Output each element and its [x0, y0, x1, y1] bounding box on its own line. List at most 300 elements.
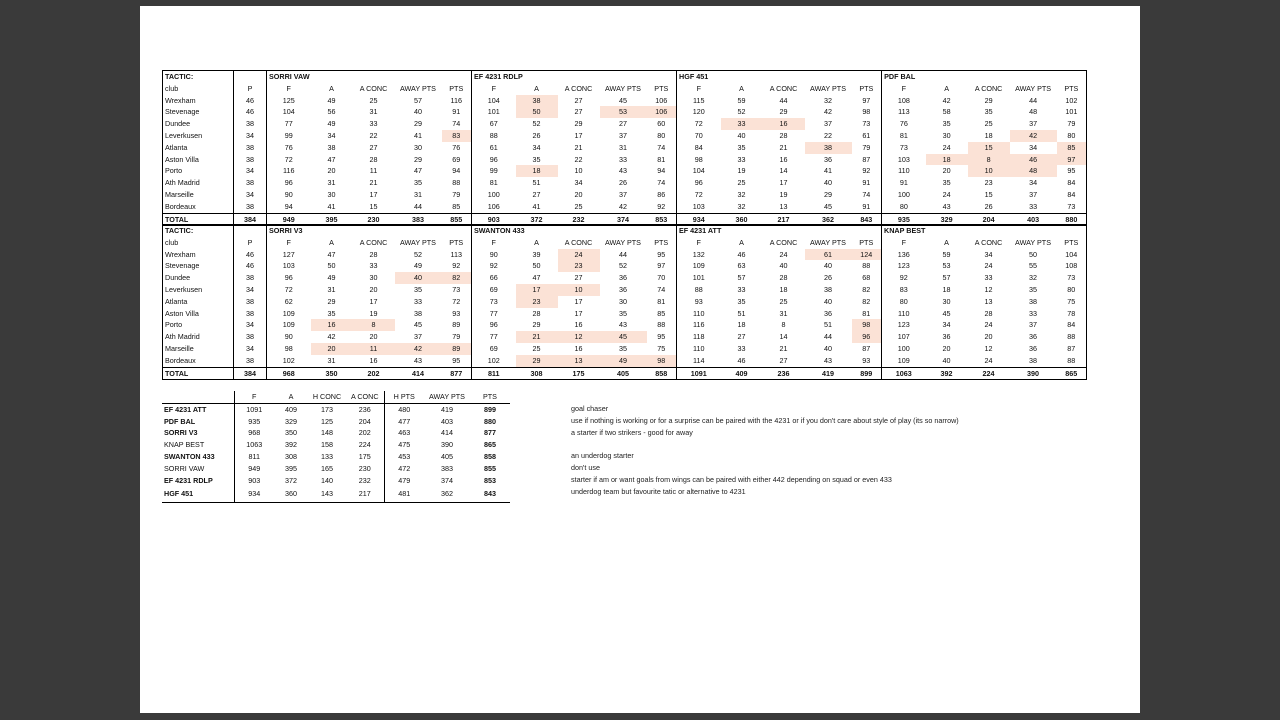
stat-cell[interactable]: 37	[1029, 119, 1038, 129]
total-label[interactable]: TOTAL	[163, 367, 234, 380]
stat-cell[interactable]: 79	[452, 332, 461, 342]
stat-cell[interactable]: 87	[1057, 343, 1087, 355]
stat-cell[interactable]: 35	[414, 178, 422, 188]
summary-cell[interactable]: 383	[441, 463, 453, 473]
stat-cell[interactable]: 98	[677, 154, 721, 166]
column-header[interactable]: AWAY PTS	[1015, 237, 1051, 247]
column-header[interactable]: A CONC	[769, 237, 798, 247]
summary-cell[interactable]: 360	[274, 486, 308, 503]
total-cell[interactable]: 419	[805, 367, 852, 380]
column-header[interactable]: A	[534, 83, 539, 93]
stat-cell[interactable]: 23	[984, 178, 993, 188]
total-cell[interactable]: 217	[763, 213, 805, 226]
summary-cell[interactable]: 224	[358, 440, 371, 450]
total-cell[interactable]: 224	[968, 367, 1010, 380]
stat-cell[interactable]: 74	[657, 284, 666, 294]
stat-cell[interactable]: 31	[414, 189, 422, 199]
stat-cell[interactable]: 51	[532, 178, 541, 188]
total-cell[interactable]: 403	[1010, 213, 1057, 226]
stat-cell[interactable]: 92	[657, 201, 666, 211]
stat-cell[interactable]: 92	[882, 272, 926, 284]
summary-cell[interactable]: 463	[384, 427, 424, 439]
stat-cell[interactable]: 106	[655, 95, 668, 105]
stat-cell[interactable]: 28	[532, 308, 541, 318]
stat-cell[interactable]: 85	[452, 201, 461, 211]
stat-cell[interactable]: 125	[267, 95, 311, 107]
stat-cell[interactable]: 108	[882, 95, 926, 107]
stat-cell[interactable]: 33	[369, 261, 378, 271]
stat-cell[interactable]: 77	[472, 308, 516, 320]
p-blank[interactable]	[234, 225, 267, 237]
club-name[interactable]: Wrexham	[163, 249, 234, 261]
summary-column-header[interactable]: H CONC	[308, 391, 346, 403]
summary-cell[interactable]: 175	[358, 451, 371, 461]
stat-cell[interactable]: 106	[472, 201, 516, 213]
stat-cell[interactable]: 91	[882, 177, 926, 189]
tactic-name[interactable]: SORRI VAW	[267, 71, 472, 83]
tactic-note[interactable]: don't use	[571, 462, 600, 472]
stat-cell[interactable]: 90	[267, 331, 311, 343]
summary-column-header[interactable]: A	[274, 391, 308, 403]
stat-cell[interactable]: 36	[1029, 332, 1038, 342]
summary-tactic-name[interactable]: KNAP BEST	[164, 440, 205, 450]
column-header[interactable]: A	[329, 237, 334, 247]
tactic-name[interactable]: HGF 451	[677, 71, 882, 83]
stat-cell[interactable]: 33	[619, 154, 628, 164]
stat-cell[interactable]: 109	[677, 260, 721, 272]
stat-cell[interactable]: 29	[824, 189, 833, 199]
stat-cell[interactable]: 38	[414, 308, 422, 318]
stat-cell[interactable]: 93	[677, 296, 721, 308]
stat-cell[interactable]: 26	[824, 273, 832, 283]
total-cell[interactable]: 350	[311, 367, 353, 380]
summary-cell[interactable]: 158	[321, 440, 333, 450]
stat-cell[interactable]: 12	[984, 343, 993, 353]
summary-column-header[interactable]: H PTS	[384, 391, 424, 403]
stat-cell[interactable]: 35	[532, 154, 541, 164]
stat-cell[interactable]: 18	[516, 165, 558, 177]
column-header[interactable]: A CONC	[564, 83, 593, 93]
played-cell[interactable]: 34	[234, 189, 267, 201]
stat-cell[interactable]: 25	[779, 296, 788, 306]
stat-cell[interactable]: 43	[942, 201, 951, 211]
total-cell[interactable]: 934	[677, 213, 721, 226]
column-header[interactable]: A	[739, 83, 744, 93]
stat-cell[interactable]: 107	[882, 331, 926, 343]
column-header[interactable]: F	[472, 83, 516, 95]
played-cell[interactable]: 38	[234, 142, 267, 154]
played-cell[interactable]: 34	[234, 319, 267, 331]
stat-cell[interactable]: 75	[657, 343, 666, 353]
summary-cell[interactable]: 173	[321, 404, 333, 414]
stat-cell[interactable]: 95	[452, 355, 461, 365]
stat-cell[interactable]: 38	[327, 142, 336, 152]
total-cell[interactable]: 968	[267, 367, 311, 380]
stat-cell[interactable]: 31	[327, 284, 336, 294]
stat-cell[interactable]: 13	[984, 296, 993, 306]
stat-cell[interactable]: 18	[779, 284, 788, 294]
column-header[interactable]: AWAY PTS	[810, 237, 846, 247]
stat-cell[interactable]: 50	[327, 261, 336, 271]
stat-cell[interactable]: 25	[737, 178, 746, 188]
stat-cell[interactable]: 132	[677, 249, 721, 261]
stat-cell[interactable]: 10	[558, 284, 600, 296]
total-played[interactable]: 384	[234, 367, 267, 380]
stat-cell[interactable]: 82	[862, 284, 871, 294]
column-header[interactable]: PTS	[449, 83, 464, 93]
stat-cell[interactable]: 61	[862, 130, 871, 140]
column-header[interactable]: AWAY PTS	[605, 237, 641, 247]
summary-cell[interactable]: 843	[470, 486, 510, 503]
club-name[interactable]: Bordeaux	[163, 201, 234, 213]
summary-cell[interactable]: 403	[441, 416, 453, 426]
stat-cell[interactable]: 13	[779, 201, 788, 211]
stat-cell[interactable]: 24	[984, 355, 993, 365]
stat-cell[interactable]: 90	[472, 249, 516, 261]
stat-cell[interactable]: 115	[677, 95, 721, 107]
played-cell[interactable]: 38	[234, 118, 267, 130]
stat-cell[interactable]: 39	[532, 249, 541, 259]
stat-cell[interactable]: 73	[472, 296, 516, 308]
stat-cell[interactable]: 40	[737, 130, 746, 140]
column-header[interactable]: A CONC	[359, 237, 388, 247]
stat-cell[interactable]: 94	[267, 201, 311, 213]
total-cell[interactable]: 414	[395, 367, 442, 380]
stat-cell[interactable]: 110	[882, 308, 926, 320]
stat-cell[interactable]: 57	[737, 273, 746, 283]
column-header[interactable]: PTS	[859, 83, 874, 93]
stat-cell[interactable]: 37	[414, 332, 422, 342]
stat-cell[interactable]: 17	[574, 308, 583, 318]
stat-cell[interactable]: 94	[657, 166, 666, 176]
stat-cell[interactable]: 33	[737, 284, 746, 294]
stat-cell[interactable]: 41	[327, 201, 336, 211]
stat-cell[interactable]: 62	[267, 296, 311, 308]
column-header[interactable]: F	[677, 237, 721, 249]
stat-cell[interactable]: 95	[657, 332, 666, 342]
stat-cell[interactable]: 83	[882, 284, 926, 296]
summary-cell[interactable]: 395	[285, 463, 297, 473]
summary-cell[interactable]: 935	[234, 416, 274, 428]
total-cell[interactable]: 877	[442, 367, 472, 380]
stat-cell[interactable]: 27	[619, 119, 628, 129]
played-cell[interactable]: 34	[234, 284, 267, 296]
total-cell[interactable]: 236	[763, 367, 805, 380]
stat-cell[interactable]: 74	[657, 142, 666, 152]
stat-cell[interactable]: 21	[516, 331, 558, 343]
stat-cell[interactable]: 88	[452, 178, 461, 188]
summary-cell[interactable]: 475	[384, 439, 424, 451]
stat-cell[interactable]: 93	[452, 308, 461, 318]
stat-cell[interactable]: 40	[824, 343, 832, 353]
stat-cell[interactable]: 30	[369, 273, 378, 283]
total-cell[interactable]: 935	[882, 213, 926, 226]
stat-cell[interactable]: 20	[942, 343, 951, 353]
stat-cell[interactable]: 35	[1029, 284, 1038, 294]
club-name[interactable]: Porto	[163, 165, 234, 177]
stat-cell[interactable]: 77	[472, 331, 516, 343]
stat-cell[interactable]: 92	[862, 166, 871, 176]
summary-cell[interactable]: 855	[484, 463, 496, 473]
stat-cell[interactable]: 73	[1057, 201, 1087, 213]
stat-cell[interactable]: 23	[516, 296, 558, 308]
stat-cell[interactable]: 29	[984, 95, 993, 105]
stat-cell[interactable]: 38	[805, 142, 852, 154]
stat-cell[interactable]: 81	[862, 308, 871, 318]
stat-cell[interactable]: 61	[805, 249, 852, 261]
stat-cell[interactable]: 31	[779, 308, 788, 318]
stat-cell[interactable]: 37	[1029, 320, 1038, 330]
stat-cell[interactable]: 102	[267, 355, 311, 367]
tactic-name[interactable]: EF 4231 ATT	[677, 225, 882, 237]
stat-cell[interactable]: 136	[882, 249, 926, 261]
played-cell[interactable]: 34	[234, 165, 267, 177]
summary-cell[interactable]: 133	[321, 451, 333, 461]
stat-cell[interactable]: 110	[677, 308, 721, 320]
column-header[interactable]: A	[739, 237, 744, 247]
stat-cell[interactable]: 46	[737, 249, 746, 259]
stat-cell[interactable]: 43	[824, 355, 832, 365]
summary-tactic-name[interactable]: SORRI V3	[164, 428, 198, 438]
summary-cell[interactable]: 165	[321, 463, 333, 473]
played-cell[interactable]: 46	[234, 249, 267, 261]
stat-cell[interactable]: 85	[657, 308, 666, 318]
stat-cell[interactable]: 26	[532, 130, 541, 140]
stat-cell[interactable]: 113	[882, 106, 926, 118]
stat-cell[interactable]: 28	[779, 130, 788, 140]
summary-column-header[interactable]: F	[234, 391, 274, 403]
stat-cell[interactable]: 30	[327, 189, 336, 199]
summary-cell[interactable]: 949	[234, 463, 274, 475]
column-header[interactable]: A	[329, 83, 334, 93]
club-header[interactable]: club	[163, 237, 234, 249]
stat-cell[interactable]: 89	[452, 320, 461, 330]
stat-cell[interactable]: 33	[414, 296, 422, 306]
stat-cell[interactable]: 35	[619, 308, 627, 318]
stat-cell[interactable]: 22	[369, 130, 378, 140]
total-cell[interactable]: 865	[1057, 367, 1087, 380]
summary-cell[interactable]: 903	[234, 475, 274, 487]
total-cell[interactable]: 390	[1010, 367, 1057, 380]
stat-cell[interactable]: 57	[414, 95, 422, 105]
stat-cell[interactable]: 33	[1029, 201, 1038, 211]
stat-cell[interactable]: 44	[1029, 95, 1038, 105]
club-name[interactable]: Leverkusen	[163, 130, 234, 142]
tactic-label[interactable]: TACTIC:	[163, 71, 234, 83]
stat-cell[interactable]: 100	[882, 189, 926, 201]
stat-cell[interactable]: 30	[942, 130, 951, 140]
stat-cell[interactable]: 81	[882, 130, 926, 142]
stat-cell[interactable]: 35	[414, 284, 422, 294]
stat-cell[interactable]: 27	[574, 107, 583, 117]
stat-cell[interactable]: 20	[369, 284, 378, 294]
stat-cell[interactable]: 109	[267, 319, 311, 331]
stat-cell[interactable]: 18	[926, 154, 968, 166]
stat-cell[interactable]: 96	[267, 177, 311, 189]
stat-cell[interactable]: 96	[267, 272, 311, 284]
total-cell[interactable]: 880	[1057, 213, 1087, 226]
stat-cell[interactable]: 37	[1029, 189, 1038, 199]
summary-tactic-name[interactable]: EF 4231 RDLP	[164, 475, 213, 485]
stat-cell[interactable]: 34	[574, 178, 583, 188]
summary-cell[interactable]: 453	[384, 451, 424, 463]
stat-cell[interactable]: 36	[942, 332, 951, 342]
summary-cell[interactable]: 1063	[234, 439, 274, 451]
stat-cell[interactable]: 80	[882, 201, 926, 213]
tactic-note[interactable]	[571, 438, 959, 450]
stat-cell[interactable]: 47	[327, 249, 336, 259]
stat-cell[interactable]: 43	[414, 355, 422, 365]
stat-cell[interactable]: 24	[942, 142, 951, 152]
stat-cell[interactable]: 42	[824, 107, 833, 117]
total-cell[interactable]: 899	[852, 367, 882, 380]
stat-cell[interactable]: 110	[882, 165, 926, 177]
stat-cell[interactable]: 32	[824, 95, 833, 105]
summary-cell[interactable]: 853	[484, 475, 496, 485]
stat-cell[interactable]: 72	[452, 296, 461, 306]
stat-cell[interactable]: 104	[1057, 249, 1087, 261]
stat-cell[interactable]: 18	[942, 284, 951, 294]
played-cell[interactable]: 38	[234, 296, 267, 308]
stat-cell[interactable]: 29	[327, 296, 336, 306]
summary-column-header[interactable]: PTS	[470, 391, 510, 403]
stat-cell[interactable]: 30	[619, 296, 627, 306]
stat-cell[interactable]: 80	[1057, 130, 1087, 142]
stat-cell[interactable]: 49	[327, 119, 336, 129]
stat-cell[interactable]: 81	[657, 154, 666, 164]
stat-cell[interactable]: 16	[574, 320, 583, 330]
stat-cell[interactable]: 116	[450, 95, 462, 105]
column-header[interactable]: PTS	[449, 237, 464, 247]
stat-cell[interactable]: 20	[984, 332, 993, 342]
summary-cell[interactable]: 140	[321, 475, 333, 485]
summary-cell[interactable]: 899	[484, 404, 496, 414]
stat-cell[interactable]: 51	[737, 308, 746, 318]
stat-cell[interactable]: 97	[657, 261, 666, 271]
stat-cell[interactable]: 38	[516, 95, 558, 107]
stat-cell[interactable]: 12	[984, 284, 993, 294]
total-cell[interactable]: 372	[516, 213, 558, 226]
stat-cell[interactable]: 94	[452, 166, 461, 176]
total-cell[interactable]: 362	[805, 213, 852, 226]
stat-cell[interactable]: 38	[824, 284, 832, 294]
stat-cell[interactable]: 16	[763, 118, 805, 130]
total-cell[interactable]: 855	[442, 213, 472, 226]
stat-cell[interactable]: 15	[984, 189, 993, 199]
summary-cell[interactable]: 858	[484, 451, 496, 461]
total-cell[interactable]: 409	[721, 367, 763, 380]
played-cell[interactable]: 46	[234, 106, 267, 118]
tactic-name[interactable]: KNAP BEST	[882, 225, 1087, 237]
summary-tactic-name[interactable]: EF 4231 ATT	[164, 404, 207, 414]
stat-cell[interactable]: 45	[414, 320, 422, 330]
stat-cell[interactable]: 103	[677, 201, 721, 213]
column-header[interactable]: A	[944, 83, 949, 93]
stat-cell[interactable]: 97	[862, 95, 871, 105]
stat-cell[interactable]: 67	[472, 118, 516, 130]
stat-cell[interactable]: 25	[574, 201, 583, 211]
column-header[interactable]: PTS	[859, 237, 874, 247]
played-cell[interactable]: 38	[234, 308, 267, 320]
p-blank[interactable]	[234, 71, 267, 83]
stat-cell[interactable]: 45	[600, 331, 647, 343]
tactic-name[interactable]: SWANTON 433	[472, 225, 677, 237]
stat-cell[interactable]: 8	[781, 320, 786, 330]
stat-cell[interactable]: 38	[1029, 355, 1038, 365]
summary-cell[interactable]: 481	[384, 486, 424, 503]
summary-cell[interactable]: 217	[346, 486, 384, 503]
tactic-note[interactable]: goal chaser	[571, 404, 609, 413]
stat-cell[interactable]: 44	[414, 201, 422, 211]
stat-cell[interactable]: 49	[327, 95, 336, 105]
stat-cell[interactable]: 27	[779, 355, 788, 365]
stat-cell[interactable]: 96	[472, 154, 516, 166]
stat-cell[interactable]: 59	[737, 95, 746, 105]
stat-cell[interactable]: 92	[452, 261, 461, 271]
summary-cell[interactable]: 232	[358, 475, 371, 485]
stat-cell[interactable]: 80	[882, 296, 926, 308]
stat-cell[interactable]: 53	[600, 106, 647, 118]
stat-cell[interactable]: 103	[267, 260, 311, 272]
stat-cell[interactable]: 95	[1057, 165, 1087, 177]
stat-cell[interactable]: 88	[472, 130, 516, 142]
total-cell[interactable]: 811	[472, 367, 516, 380]
played-cell[interactable]: 34	[234, 343, 267, 355]
total-cell[interactable]: 329	[926, 213, 968, 226]
club-name[interactable]: Stevenage	[163, 260, 234, 272]
summary-cell[interactable]: 390	[441, 440, 453, 450]
stat-cell[interactable]: 98	[267, 343, 311, 355]
summary-cell[interactable]: 350	[285, 428, 297, 438]
stat-cell[interactable]: 100	[472, 189, 516, 201]
played-cell[interactable]: 38	[234, 154, 267, 166]
stat-cell[interactable]: 44	[779, 95, 788, 105]
stat-cell[interactable]: 55	[1029, 261, 1038, 271]
stat-cell[interactable]: 40	[824, 178, 833, 188]
stat-cell[interactable]: 101	[677, 272, 721, 284]
stat-cell[interactable]: 8	[353, 319, 395, 331]
stat-cell[interactable]: 17	[574, 130, 583, 140]
stat-cell[interactable]: 36	[1029, 343, 1038, 353]
column-header[interactable]: A CONC	[769, 83, 798, 93]
column-header[interactable]: A	[944, 237, 949, 247]
stat-cell[interactable]: 21	[574, 142, 583, 152]
club-name[interactable]: Aston Villa	[163, 308, 234, 320]
club-name[interactable]: Stevenage	[163, 106, 234, 118]
stat-cell[interactable]: 116	[267, 165, 311, 177]
stat-cell[interactable]: 36	[824, 308, 832, 318]
stat-cell[interactable]: 76	[267, 142, 311, 154]
stat-cell[interactable]: 42	[942, 95, 951, 105]
stat-cell[interactable]: 46	[1010, 154, 1057, 166]
stat-cell[interactable]: 98	[852, 319, 882, 331]
stat-cell[interactable]: 27	[532, 189, 541, 199]
club-name[interactable]: Ath Madrid	[163, 177, 234, 189]
column-header[interactable]: PTS	[1057, 237, 1087, 249]
stat-cell[interactable]: 57	[942, 273, 951, 283]
stat-cell[interactable]: 88	[862, 261, 871, 271]
stat-cell[interactable]: 77	[267, 118, 311, 130]
summary-cell[interactable]: 480	[384, 403, 424, 415]
summary-corner[interactable]	[162, 391, 234, 403]
stat-cell[interactable]: 84	[1057, 189, 1087, 201]
column-header[interactable]: AWAY PTS	[810, 83, 846, 93]
stat-cell[interactable]: 34	[1029, 142, 1038, 152]
stat-cell[interactable]: 48	[1010, 165, 1057, 177]
stat-cell[interactable]: 96	[472, 319, 516, 331]
played-cell[interactable]: 46	[234, 95, 267, 107]
stat-cell[interactable]: 11	[369, 166, 378, 176]
